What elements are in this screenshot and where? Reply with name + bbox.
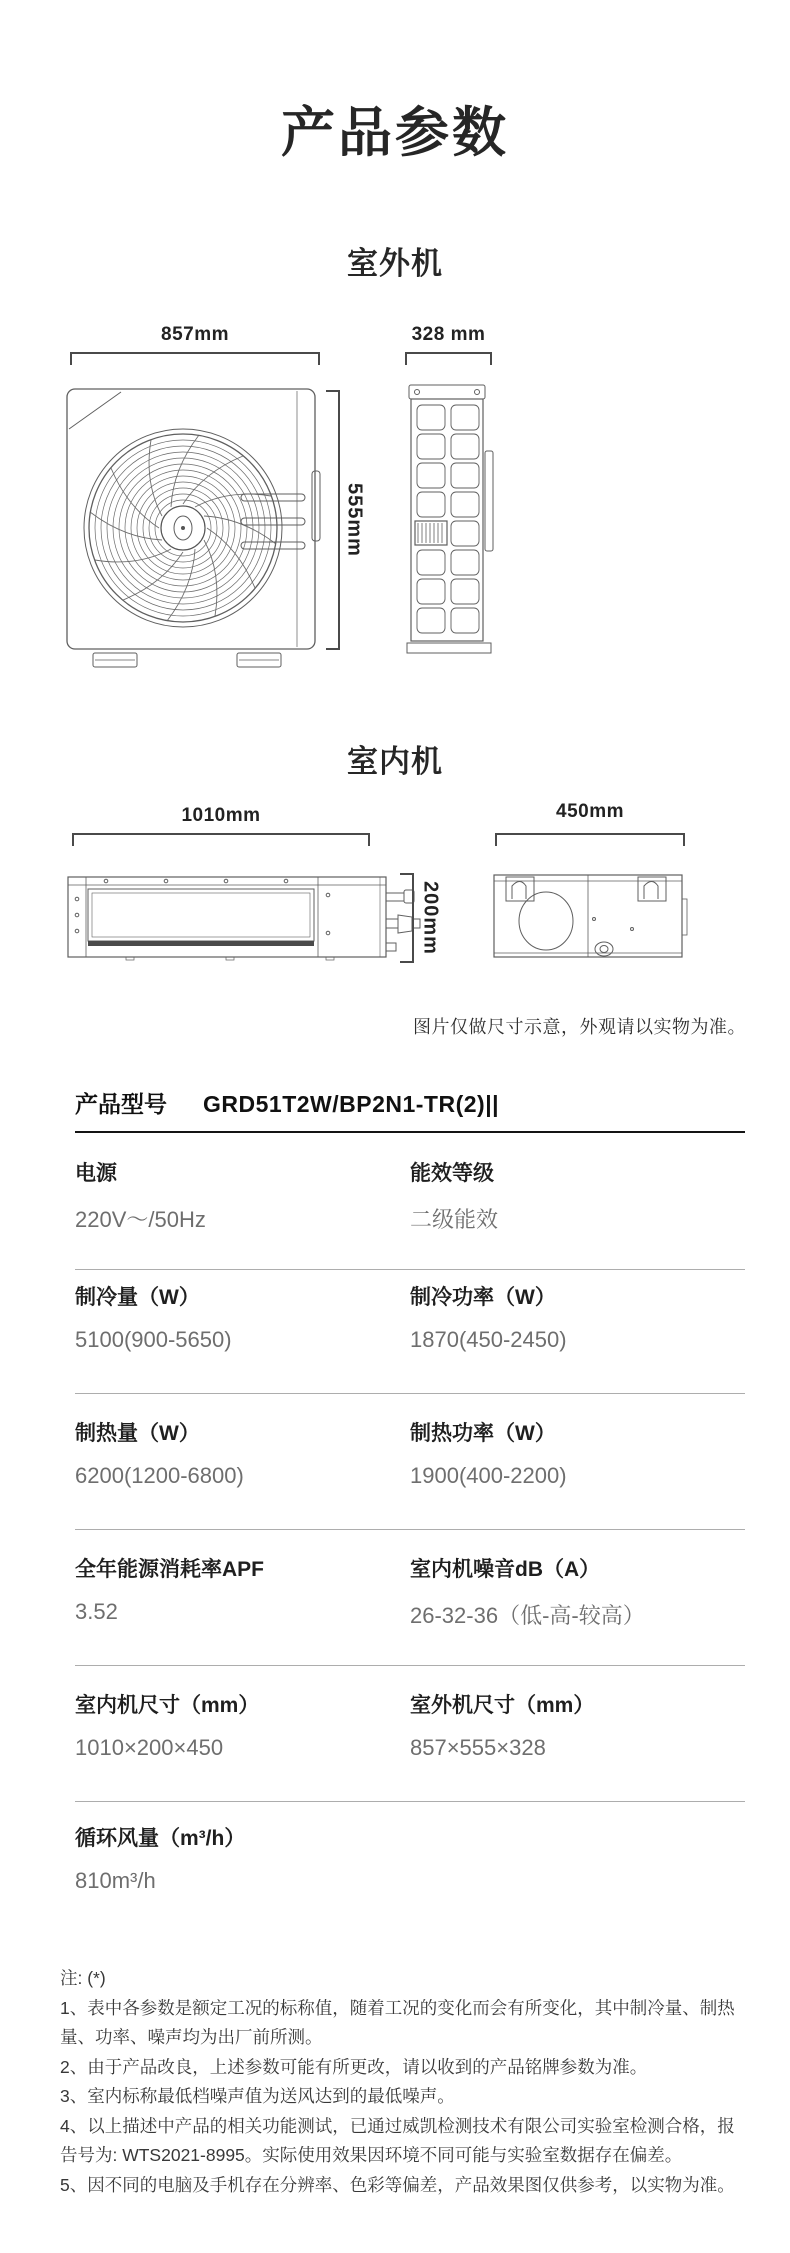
spec-value: 6200(1200-6800) — [75, 1463, 244, 1488]
footnote-item: 3、室内标称最低档噪声值为送风达到的最低噪声。 — [60, 2086, 455, 2106]
outdoor-unit-front-drawing — [63, 383, 321, 673]
spec-label: 室内机尺寸（mm） — [75, 1694, 260, 1717]
spec-label: 制热量（W） — [75, 1422, 200, 1445]
outdoor-section-title: 室外机 — [347, 246, 443, 281]
indoor-depth-dimension: 450mm — [556, 801, 624, 822]
spec-value: 二级能效 — [410, 1207, 499, 1232]
spec-value: 1870(450-2450) — [410, 1327, 567, 1352]
model-label: 产品型号 — [75, 1091, 167, 1117]
footnote-item: 4、以上描述中产品的相关功能测试，已通过威凯检测技术有限公司实验室检测合格，报告号为: WTS2021-8995。实际使用效果因环境不同可能与实验室数据存在偏差。 — [60, 2115, 735, 2165]
footnotes — [60, 1964, 752, 2200]
spec-value: 220V～/50Hz — [75, 1207, 206, 1232]
indoor-unit-top-drawing — [492, 869, 688, 963]
spec-row-power — [75, 1133, 745, 1270]
spec-label: 制热功率（W） — [410, 1422, 556, 1445]
page-title: 产品参数 — [281, 103, 509, 163]
spec-label: 制冷功率（W） — [410, 1286, 556, 1309]
spec-value: 810m³/h — [75, 1868, 156, 1893]
outdoor-unit-side-drawing — [403, 381, 495, 671]
indoor-depth-bracket — [495, 833, 685, 847]
outdoor-width-bracket — [70, 352, 320, 366]
spec-value: 3.52 — [75, 1599, 118, 1624]
spec-label: 制冷量（W） — [75, 1286, 200, 1309]
spec-label: 循环风量（m³/h） — [75, 1827, 246, 1850]
footnotes-title: 注: (*) — [60, 1968, 106, 1988]
spec-label: 室内机噪音dB（A） — [410, 1558, 601, 1581]
outdoor-height-dimension: 555mm — [343, 483, 366, 557]
footnote-item: 1、表中各参数是额定工况的标称值，随着工况的变化而会有所变化，其中制冷量、制热量、功率、噪声均为出厂前所测。 — [60, 1997, 735, 2047]
spec-value: 1900(400-2200) — [410, 1463, 567, 1488]
spec-value: 5100(900-5650) — [75, 1327, 232, 1352]
spec-label: 电源 — [75, 1162, 117, 1185]
indoor-width-dimension: 1010mm — [181, 805, 261, 826]
indoor-height-bracket — [400, 873, 414, 963]
indoor-unit-front-drawing — [66, 869, 422, 967]
outdoor-depth-dimension: 328 mm — [411, 324, 486, 345]
spec-label: 能效等级 — [410, 1162, 494, 1185]
indoor-height-dimension: 200mm — [419, 881, 442, 955]
model-value: GRD51T2W/BP2N1-TR(2)|| — [203, 1091, 500, 1117]
spec-row-cooling — [75, 1257, 745, 1394]
footnote-item: 2、由于产品改良，上述参数可能有所更改，请以收到的产品铭牌参数为准。 — [60, 2056, 648, 2077]
outdoor-height-bracket — [326, 390, 340, 650]
spec-label: 全年能源消耗率APF — [75, 1558, 264, 1581]
indoor-section-title: 室内机 — [347, 744, 443, 779]
spec-row-dimensions — [75, 1665, 745, 1802]
spec-value: 1010×200×450 — [75, 1735, 224, 1760]
outdoor-width-dimension: 857mm — [161, 324, 229, 345]
outdoor-depth-bracket — [405, 352, 492, 366]
spec-value: 857×555×328 — [410, 1735, 546, 1760]
spec-value: 26-32-36（低-高-较高） — [410, 1603, 645, 1628]
spec-label: 室外机尺寸（mm） — [410, 1694, 595, 1717]
spec-row-apf-noise — [75, 1529, 745, 1666]
indoor-width-bracket — [72, 833, 370, 847]
footnote-item: 5、因不同的电脑及手机存在分辨率、色彩等偏差，产品效果图仅供参考，以实物为准。 — [60, 2174, 735, 2195]
spec-row-heating — [75, 1393, 745, 1530]
model-row — [75, 1086, 745, 1119]
spec-row-airflow — [75, 1798, 745, 1934]
size-disclaimer-note: 图片仅做尺寸示意，外观请以实物为准。 — [413, 1017, 746, 1037]
